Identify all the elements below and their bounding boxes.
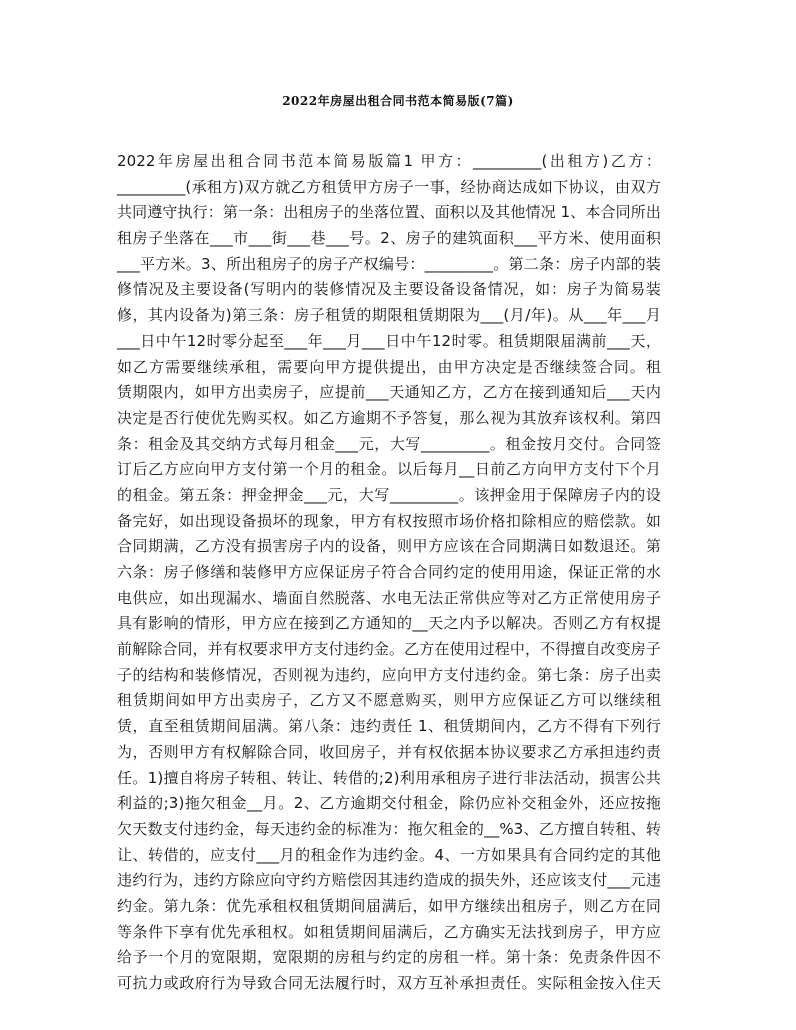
body-line: ___日中午12时零分起至___年___月___日中午12时零。租赁期限届满前___天， <box>117 331 661 350</box>
body-line: 修情况及主要设备(写明内的装修情况及主要设备设备情况，如：房子为简易装 <box>117 280 661 299</box>
body-line: 违约行为，违约方除应向守约方赔偿因其违约造成的损失外，还应该支付___元违 <box>117 871 661 890</box>
body-line: 为，否则甲方有权解除合同，收回房子，并有权依据本协议要求乙方承担违约责 <box>117 742 661 761</box>
body-line: 电供应，如出现漏水、墙面自然脱落、水电无法正常供应等对乙方正常使用房子 <box>117 588 661 607</box>
body-line: 子的结构和装修情况，否则视为违约，应向甲方支付违约金。第七条：房子出卖 <box>117 665 661 684</box>
body-line: 赁，直至租赁期间届满。第八条：违约责任 1、租赁期间内，乙方不得有下列行 <box>117 717 661 736</box>
body-line: 可抗力或政府行为导致合同无法履行时，双方互补承担责任。实际租金按入住天 <box>117 974 661 992</box>
body-line: 订后乙方应向甲方支付第一个月的租金。以后每月__日前乙方向甲方支付下个月 <box>117 460 661 479</box>
body-line: 让、转借的，应支付___月的租金作为违约金。4、一方如果具有合同约定的其他 <box>117 845 661 864</box>
body-line: 修，其内设备为)第三条：房子租赁的期限租赁期限为___(月/年)。从___年___月 <box>117 306 661 325</box>
document-body <box>117 149 661 997</box>
document-title: 2022年房屋出租合同书范本简易版(7篇) <box>282 94 514 108</box>
body-line: 任。1)擅自将房子转租、转让、转借的;2)利用承租房子进行非法活动，损害公共 <box>117 768 661 787</box>
body-line: 具有影响的情形，甲方应在接到乙方通知的__天之内予以解决。否则乙方有权提 <box>117 614 661 633</box>
body-line: 2022年房屋出租合同书范本简易版篇1 甲方：_________(出租方)乙方： <box>117 152 661 170</box>
body-line: 前解除合同，并有权要求甲方支付违约金。乙方在使用过程中，不得擅自改变房子 <box>117 640 661 659</box>
body-line: 等条件下享有优先承租权。如租赁期间届满后，乙方确实无法找到房子，甲方应 <box>117 922 661 941</box>
body-line: 共同遵守执行：第一条：出租房子的坐落位置、面积以及其他情况 1、本合同所出 <box>117 203 661 222</box>
body-line: 利益的;3)拖欠租金__月。2、乙方逾期交付租金，除仍应补交租金外，还应按拖 <box>117 794 661 813</box>
body-line: 约金。第九条：优先承租权租赁期间届满后，如甲方继续出租房子，则乙方在同 <box>117 896 661 915</box>
body-line: 如乙方需要继续承租，需要向甲方提供提出，由甲方决定是否继续签合同。租 <box>117 357 661 376</box>
body-line: 的租金。第五条：押金押金___元，大写_________。该押金用于保障房子内的设 <box>117 485 661 504</box>
body-line: 决定是否行使优先购买权。如乙方逾期不予答复，那么视为其放弃该权利。第四 <box>117 408 661 427</box>
body-line: ___平方米。3、所出租房子的房子产权编号：_________。第二条：房子内部的装 <box>117 254 661 273</box>
body-line: 欠天数支付违约金，每天违约金的标准为：拖欠租金的__%3、乙方擅自转租、转 <box>117 819 661 838</box>
body-line: 租房子坐落在___市___街___巷___号。2、房子的建筑面积___平方米、使用面积 <box>117 229 661 248</box>
body-line: 给予一个月的宽限期，宽限期的房租与约定的房租一样。第十条：免责条件因不 <box>117 948 661 967</box>
body-line: 合同期满，乙方没有损害房子内的设备，则甲方应该在合同期满日如数退还。第 <box>117 537 661 556</box>
body-line: 赁期限内，如甲方出卖房子，应提前___天通知乙方，乙方在接到通知后___天内 <box>117 383 661 402</box>
body-line: 备完好，如出现设备损坏的现象，甲方有权按照市场价格扣除相应的赔偿款。如 <box>117 511 661 530</box>
body-line: 六条：房子修缮和装修甲方应保证房子符合合同约定的使用用途，保证正常的水 <box>117 563 661 581</box>
body-line: _________(承租方)双方就乙方租赁甲方房子一事，经协商达成如下协议，由双方 <box>117 177 661 196</box>
body-line: 租赁期间如甲方出卖房子，乙方又不愿意购买，则甲方应保证乙方可以继续租 <box>117 691 661 710</box>
body-line: 条：租金及其交纳方式每月租金___元，大写_________。租金按月交付。合同签 <box>117 434 661 453</box>
